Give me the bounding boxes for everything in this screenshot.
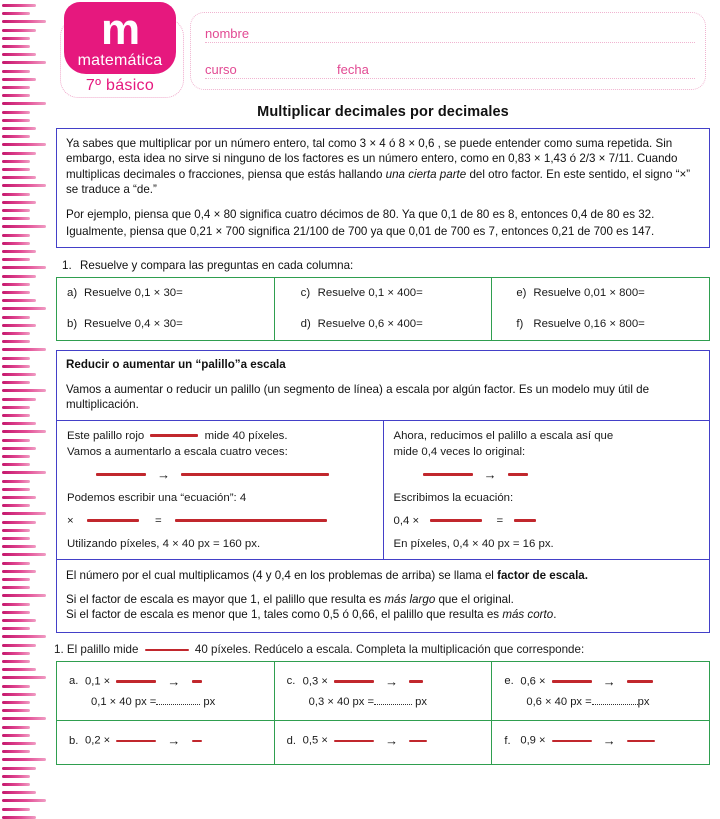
exercise2-calc-c[interactable] xyxy=(287,692,492,713)
exercise1-column-2 xyxy=(275,278,493,340)
exercise1-item-d[interactable] xyxy=(275,309,492,340)
factor-paragraph-2 xyxy=(66,592,700,607)
spiral-ring xyxy=(2,184,46,187)
spiral-binding xyxy=(0,0,52,819)
spiral-ring xyxy=(2,299,36,302)
logo-wordmark: matemática xyxy=(77,52,163,69)
palillo-right-column xyxy=(384,421,710,559)
spiral-ring xyxy=(2,512,46,515)
field-curso-label: curso xyxy=(205,62,237,77)
spiral-ring xyxy=(2,488,30,491)
exercise1-item-e[interactable] xyxy=(492,278,709,309)
palillo-left-line1-b: mide 40 píxeles. xyxy=(204,429,288,442)
exercise2-row-2 xyxy=(57,721,709,763)
arrow-right-icon-c: → xyxy=(385,673,399,689)
field-nombre-line xyxy=(205,41,695,43)
spiral-ring xyxy=(2,750,30,753)
spiral-ring xyxy=(2,553,46,556)
spiral-ring xyxy=(2,619,36,622)
palillo-left-equation-times: × xyxy=(67,514,74,527)
exercise2-blank-a[interactable] xyxy=(156,693,200,705)
factor-p2-end: que el original. xyxy=(435,593,514,607)
arrow-right-icon-e: → xyxy=(602,673,616,689)
spiral-ring xyxy=(2,701,30,704)
exercise2-cell-d[interactable] xyxy=(275,721,493,763)
exercise1-item-a-label: a) xyxy=(67,287,78,300)
exercise2-instruction xyxy=(54,643,714,656)
spiral-ring xyxy=(2,406,30,409)
exercise2-segment-a-before xyxy=(116,680,156,683)
spiral-ring xyxy=(2,94,30,97)
exercise2-item-a-factor: 0,1 × xyxy=(85,675,111,688)
field-curso-line xyxy=(205,77,695,79)
spiral-ring xyxy=(2,86,30,89)
intro-paragraph-1 xyxy=(66,136,700,198)
exercise2-calc-c-text: 0,3 × 40 px = xyxy=(308,696,374,709)
spiral-ring xyxy=(2,357,30,360)
spiral-ring xyxy=(2,521,36,524)
palillo-left-line1-a: Este palillo rojo xyxy=(67,429,145,442)
intro-box xyxy=(56,128,710,248)
factor-p2-emphasis: más largo xyxy=(384,593,436,607)
palillo-right-line2: mide 0,4 veces lo original: xyxy=(393,445,526,458)
spiral-ring xyxy=(2,29,36,32)
spiral-ring xyxy=(2,201,36,204)
exercise1-item-b[interactable] xyxy=(57,309,274,340)
exercise2-text-a: El palillo mide xyxy=(66,642,139,656)
exercise1-instruction-text: Resuelve y compara las preguntas en cada columna: xyxy=(80,259,354,273)
spiral-ring xyxy=(2,53,36,56)
exercise2-calc-e-text: 0,6 × 40 px = xyxy=(526,696,592,709)
spiral-ring xyxy=(2,463,30,466)
spiral-ring xyxy=(2,275,36,278)
field-nombre-label: nombre xyxy=(205,26,250,41)
spiral-ring xyxy=(2,480,30,483)
exercise1-instruction xyxy=(62,259,714,272)
brand-logo xyxy=(60,2,180,95)
factor-p3-text: Si el factor de escala es menor que 1, tales como 0,5 ó 0,66, el palillo que resulta es xyxy=(66,608,503,622)
exercise2-item-f xyxy=(492,721,709,763)
palillo-left-scale-row xyxy=(67,467,373,483)
spiral-ring xyxy=(2,102,46,105)
spiral-ring xyxy=(2,676,46,679)
exercise1-item-b-label: b) xyxy=(67,318,78,331)
palillo-left-equation-intro: Podemos escribir una “ecuación”: 4 xyxy=(67,491,247,504)
spiral-ring xyxy=(2,332,30,335)
exercise1-item-a[interactable] xyxy=(57,278,274,309)
logo-letter: m xyxy=(100,5,140,54)
spiral-ring xyxy=(2,225,46,228)
field-nombre[interactable] xyxy=(205,19,695,43)
spiral-ring xyxy=(2,61,46,64)
spiral-ring xyxy=(2,504,30,507)
intro-p1-part2: del otro factor. En este sentido, el signo “×” se traduce a “de.” xyxy=(66,167,691,197)
spiral-ring xyxy=(2,316,30,319)
spiral-ring xyxy=(2,340,30,343)
arrow-right-icon-d: → xyxy=(385,733,399,749)
spiral-ring xyxy=(2,250,36,253)
palillo-right-equation-row xyxy=(394,513,700,529)
spiral-ring xyxy=(2,816,36,819)
exercise2-item-b-label: b. xyxy=(69,734,79,747)
factor-paragraph-1 xyxy=(66,568,700,583)
exercise2-segment-a-after xyxy=(192,680,202,683)
exercise1-column-3 xyxy=(492,278,709,340)
field-curso[interactable] xyxy=(205,55,695,79)
spiral-ring xyxy=(2,496,36,499)
spiral-ring xyxy=(2,693,36,696)
exercise2-row-1 xyxy=(57,662,709,721)
spiral-ring xyxy=(2,570,36,573)
palillo-segment-before xyxy=(96,473,146,476)
exercise2-blank-e[interactable] xyxy=(592,693,638,705)
spiral-ring xyxy=(2,644,36,647)
factor-p1-bold: factor de escala. xyxy=(497,568,588,582)
spiral-ring xyxy=(2,652,30,655)
exercise1-number: 1. xyxy=(62,259,72,273)
spiral-ring xyxy=(2,160,30,163)
exercise1-item-b-text: Resuelve 0,4 × 30= xyxy=(84,318,183,331)
spiral-ring xyxy=(2,709,30,712)
spiral-ring xyxy=(2,234,30,237)
palillo-left-pixels: Utilizando píxeles, 4 × 40 px = 160 px. xyxy=(67,537,261,550)
palillo-description: Vamos a aumentar o reducir un palillo (un segmento de línea) a escala por algún factor. Es un modelo muy útil de multiplicación. xyxy=(66,382,650,412)
spiral-ring xyxy=(2,783,30,786)
palillo-columns xyxy=(56,421,710,560)
exercise2-segment-f-before xyxy=(552,740,592,743)
exercise2-segment-b-after xyxy=(192,740,202,743)
page-title: Multiplicar decimales por decimales xyxy=(257,104,509,120)
exercise1-item-a-text: Resuelve 0,1 × 30= xyxy=(84,287,183,300)
exercise2-cell-b[interactable] xyxy=(57,721,275,763)
exercise1-item-d-text: Resuelve 0,6 × 400= xyxy=(317,318,423,331)
palillo-right-pixels: En píxeles, 0,4 × 40 px = 16 px. xyxy=(393,537,554,550)
spiral-ring xyxy=(2,775,30,778)
spiral-ring xyxy=(2,414,30,417)
exercise2-segment-f-after xyxy=(627,740,655,743)
spiral-ring xyxy=(2,45,30,48)
worksheet-body xyxy=(52,100,714,765)
factor-p3-emphasis: más corto xyxy=(502,608,554,622)
palillo-heading: Reducir o aumentar un “palillo”a escala xyxy=(66,358,286,372)
spiral-ring xyxy=(2,685,30,688)
arrow-right-icon-b: → xyxy=(167,733,181,749)
palillo-left-equation-equals: = xyxy=(155,514,162,527)
exercise2-item-f-label: f. xyxy=(504,734,511,747)
factor-p2-text: Si el factor de escala es mayor que 1, el palillo que resulta es xyxy=(66,593,385,607)
palillo-left-equation-row xyxy=(67,513,373,529)
spiral-ring xyxy=(2,176,36,179)
exercise2-item-e-factor: 0,6 × xyxy=(520,675,546,688)
exercise2-unit-c: px xyxy=(415,696,427,709)
spiral-ring xyxy=(2,398,36,401)
exercise1-item-c-text: Resuelve 0,1 × 400= xyxy=(317,287,423,300)
factor-paragraph-3 xyxy=(66,607,700,622)
spiral-ring xyxy=(2,135,30,138)
spiral-ring xyxy=(2,168,30,171)
student-fields xyxy=(190,12,706,90)
exercise2-cell-f[interactable] xyxy=(492,721,709,763)
exercise2-segment-c-before xyxy=(334,680,374,683)
intro-paragraph-3: Igualmente, piensa que 0,21 × 700 significa 21/100 de 700 ya que 0,01 de 700 es 7, entonces 0,21 de 700 es 147. xyxy=(66,225,655,239)
exercise2-item-c-label: c. xyxy=(286,675,296,688)
exercise1-item-e-text: Resuelve 0,01 × 800= xyxy=(533,287,645,300)
spiral-ring xyxy=(2,439,30,442)
intro-paragraph-2: Por ejemplo, piensa que 0,4 × 80 significa cuatro décimos de 80. Ya que 0,1 de 80 es 8, entonces 0,4 de 80 es 32. xyxy=(66,207,655,221)
arrow-right-icon-a: → xyxy=(167,673,181,689)
exercise2-item-d-label: d. xyxy=(286,734,297,747)
palillo-segment-after-reduced xyxy=(508,473,528,476)
palillo-left-line2: Vamos a aumentarlo a escala cuatro veces: xyxy=(67,445,288,458)
palillo-equation-blank-3[interactable] xyxy=(430,519,482,522)
spiral-ring xyxy=(2,447,36,450)
spiral-ring xyxy=(2,209,30,212)
spiral-ring xyxy=(2,324,36,327)
exercise1-item-f-text: Resuelve 0,16 × 800= xyxy=(533,318,645,331)
logo-badge xyxy=(64,2,176,74)
spiral-ring xyxy=(2,422,36,425)
spiral-ring xyxy=(2,455,30,458)
spiral-ring xyxy=(2,307,46,310)
palillo-right-scale-row xyxy=(394,467,700,483)
exercise2-item-d-factor: 0,5 × xyxy=(302,734,328,747)
exercise2-calc-a[interactable] xyxy=(69,692,274,713)
spiral-ring xyxy=(2,430,46,433)
palillo-right-line1: Ahora, reducimos el palillo a escala así que xyxy=(393,429,614,442)
exercise1-item-f[interactable] xyxy=(492,309,709,340)
exercise2-text-b: 40 píxeles. Redúcelo a escala. Completa la multiplicación que corresponde: xyxy=(194,642,585,656)
palillo-segment-original xyxy=(150,434,198,437)
spiral-ring xyxy=(2,4,36,7)
spiral-ring xyxy=(2,258,30,261)
spiral-ring xyxy=(2,193,30,196)
exercise1-item-c-label: c) xyxy=(300,287,311,300)
exercise1-item-e-label: e) xyxy=(516,287,527,300)
exercise1-item-c[interactable] xyxy=(275,278,492,309)
palillo-left-column xyxy=(57,421,384,559)
spiral-ring xyxy=(2,348,46,351)
spiral-ring xyxy=(2,586,30,589)
exercise2-segment-b-before xyxy=(116,740,156,743)
exercise2-unit-a: px xyxy=(203,696,216,709)
spiral-ring xyxy=(2,242,30,245)
exercise2-item-b-factor: 0,2 × xyxy=(85,734,111,747)
exercise2-cell-e[interactable] xyxy=(492,662,709,720)
arrow-right-icon-f: → xyxy=(602,733,616,749)
spiral-ring xyxy=(2,627,30,630)
exercise2-segment-d-after xyxy=(409,740,427,743)
exercise2-number: 1. xyxy=(54,642,64,656)
palillo-right-equation-equals: = xyxy=(496,514,504,527)
spiral-ring xyxy=(2,611,30,614)
worksheet-header xyxy=(52,2,712,100)
exercise2-segment-e-after xyxy=(627,680,653,683)
spiral-ring xyxy=(2,37,30,40)
spiral-ring xyxy=(2,217,30,220)
spiral-ring xyxy=(2,742,36,745)
spiral-ring xyxy=(2,594,46,597)
exercise2-item-b xyxy=(57,721,274,763)
spiral-ring xyxy=(2,78,36,81)
factor-escala-box xyxy=(56,560,710,633)
spiral-ring xyxy=(2,717,46,720)
exercise1-column-1 xyxy=(57,278,275,340)
field-fecha-label: fecha xyxy=(337,62,369,77)
spiral-ring xyxy=(2,127,36,130)
spiral-ring xyxy=(2,726,30,729)
exercise2-item-a xyxy=(57,662,274,720)
spiral-ring xyxy=(2,291,30,294)
palillo-segment-before-reduced xyxy=(423,473,473,476)
exercise1-item-f-label: f) xyxy=(516,318,524,331)
exercise2-item-a-label: a. xyxy=(69,675,79,688)
palillo-heading-box xyxy=(56,350,710,420)
exercise2-unit-e: px xyxy=(637,696,650,709)
spiral-ring xyxy=(2,471,46,474)
spiral-ring xyxy=(2,283,30,286)
spiral-ring xyxy=(2,767,36,770)
palillo-left-line1 xyxy=(67,428,373,444)
spiral-ring xyxy=(2,70,30,73)
factor-p3-end: . xyxy=(553,608,557,622)
spiral-ring xyxy=(2,143,46,146)
exercise2-item-d xyxy=(275,721,492,763)
spiral-ring xyxy=(2,152,36,155)
spiral-ring xyxy=(2,365,30,368)
spiral-ring xyxy=(2,668,36,671)
spiral-ring xyxy=(2,529,30,532)
spiral-ring xyxy=(2,578,30,581)
exercise1-item-d-label: d) xyxy=(300,318,311,331)
exercise2-table xyxy=(56,661,710,765)
spiral-ring xyxy=(2,111,30,114)
spiral-ring xyxy=(2,808,30,811)
intro-p1-part1: Ya sabes que multiplicar por un número entero, tal como 3 × 4 ó 8 × 0,6 , se puede entender como suma repetida. Sin embargo, esta idea no sirve si ninguno de los factores es un número entero, como en 0,83 × 1,43 ó 2/3 × 7/11. Cuando multiplicas decimales o fracciones, piensa que estás hallando xyxy=(66,137,678,181)
palillo-segment-after xyxy=(181,473,329,476)
spiral-ring xyxy=(2,635,46,638)
intro-p1-emphasis: una cierta parte xyxy=(385,167,467,181)
palillo-right-equation-intro: Escribimos la ecuación: xyxy=(393,491,514,504)
spiral-ring xyxy=(2,389,46,392)
palillo-equation-blank-2[interactable] xyxy=(175,519,327,522)
spiral-ring xyxy=(2,562,30,565)
spiral-ring xyxy=(2,119,30,122)
exercise2-segment-d-before xyxy=(334,740,374,743)
exercise2-item-c-factor: 0,3 × xyxy=(302,675,328,688)
arrow-right-icon: → xyxy=(157,466,171,482)
spiral-ring xyxy=(2,537,30,540)
spiral-ring xyxy=(2,373,36,376)
exercise2-calc-a-text: 0,1 × 40 px = xyxy=(91,696,157,709)
spiral-ring xyxy=(2,660,30,663)
exercise2-calc-e[interactable] xyxy=(504,692,709,713)
exercise2-item-e xyxy=(492,662,709,720)
factor-p1-text: El número por el cual multiplicamos (4 y 0,4 en los problemas de arriba) se llama el xyxy=(66,568,498,582)
logo-grade-label: 7º básico xyxy=(85,77,155,94)
palillo-equation-blank-1[interactable] xyxy=(87,519,139,522)
exercise2-segment-e-before xyxy=(552,680,592,683)
spiral-ring xyxy=(2,603,30,606)
exercise2-segment xyxy=(145,649,189,652)
spiral-ring xyxy=(2,791,36,794)
palillo-right-equation-left: 0,4 × xyxy=(393,514,420,527)
exercise2-item-c xyxy=(275,662,492,720)
spiral-ring xyxy=(2,266,46,269)
exercise2-item-f-factor: 0,9 × xyxy=(520,734,546,747)
exercise2-blank-c[interactable] xyxy=(374,693,412,705)
spiral-ring xyxy=(2,20,46,23)
spiral-ring xyxy=(2,758,46,761)
exercise1-table xyxy=(56,277,710,341)
spiral-ring xyxy=(2,734,30,737)
spiral-ring xyxy=(2,12,30,15)
palillo-equation-blank-4[interactable] xyxy=(514,519,536,522)
spiral-ring xyxy=(2,381,30,384)
exercise2-cell-a[interactable] xyxy=(57,662,275,720)
exercise2-cell-c[interactable] xyxy=(275,662,493,720)
exercise2-item-e-label: e. xyxy=(504,675,514,688)
arrow-right-icon-2: → xyxy=(483,466,497,482)
exercise2-segment-c-after xyxy=(409,680,423,683)
spiral-ring xyxy=(2,545,36,548)
spiral-ring xyxy=(2,799,46,802)
